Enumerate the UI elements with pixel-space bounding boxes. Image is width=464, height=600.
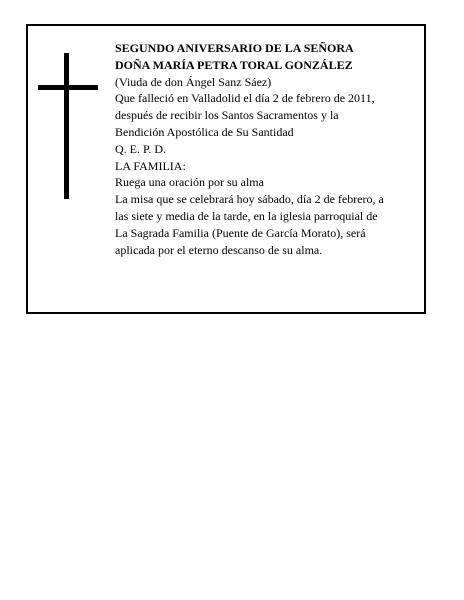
mass-line: La misa que se celebrará hoy sábado, día 2 de febrero, a xyxy=(115,192,384,207)
mass-line: las siete y media de la tarde, en la iglesia parroquial de xyxy=(115,208,378,223)
obituary-notice xyxy=(26,24,426,314)
cross-vertical-bar xyxy=(64,53,69,199)
death-line: después de recibir los Santos Sacramentos y la xyxy=(115,108,339,123)
death-line: Que falleció en Valladolid el día 2 de febrero de 2011, xyxy=(115,91,375,106)
family-line: LA FAMILIA: xyxy=(115,158,186,173)
death-line: Bendición Apostólica de Su Santidad xyxy=(115,124,294,139)
mass-line: aplicada por el eterno descanso de su alma. xyxy=(115,242,323,257)
notice-title-line-2: DOÑA MARÍA PETRA TORAL GONZÁLEZ xyxy=(115,57,353,72)
cross-horizontal-bar xyxy=(38,85,98,90)
notice-text xyxy=(115,40,427,258)
cross-icon xyxy=(38,53,98,199)
notice-title-line-1: SEGUNDO ANIVERSARIO DE LA SEÑORA xyxy=(115,41,354,55)
rip-line: Q. E. P. D. xyxy=(115,141,167,156)
widow-of-line: (Viuda de don Ángel Sanz Sáez) xyxy=(115,74,272,89)
mass-line: La Sagrada Familia (Puente de García Morato), será xyxy=(115,225,366,240)
prayer-request-line: Ruega una oración por su alma xyxy=(115,175,264,190)
